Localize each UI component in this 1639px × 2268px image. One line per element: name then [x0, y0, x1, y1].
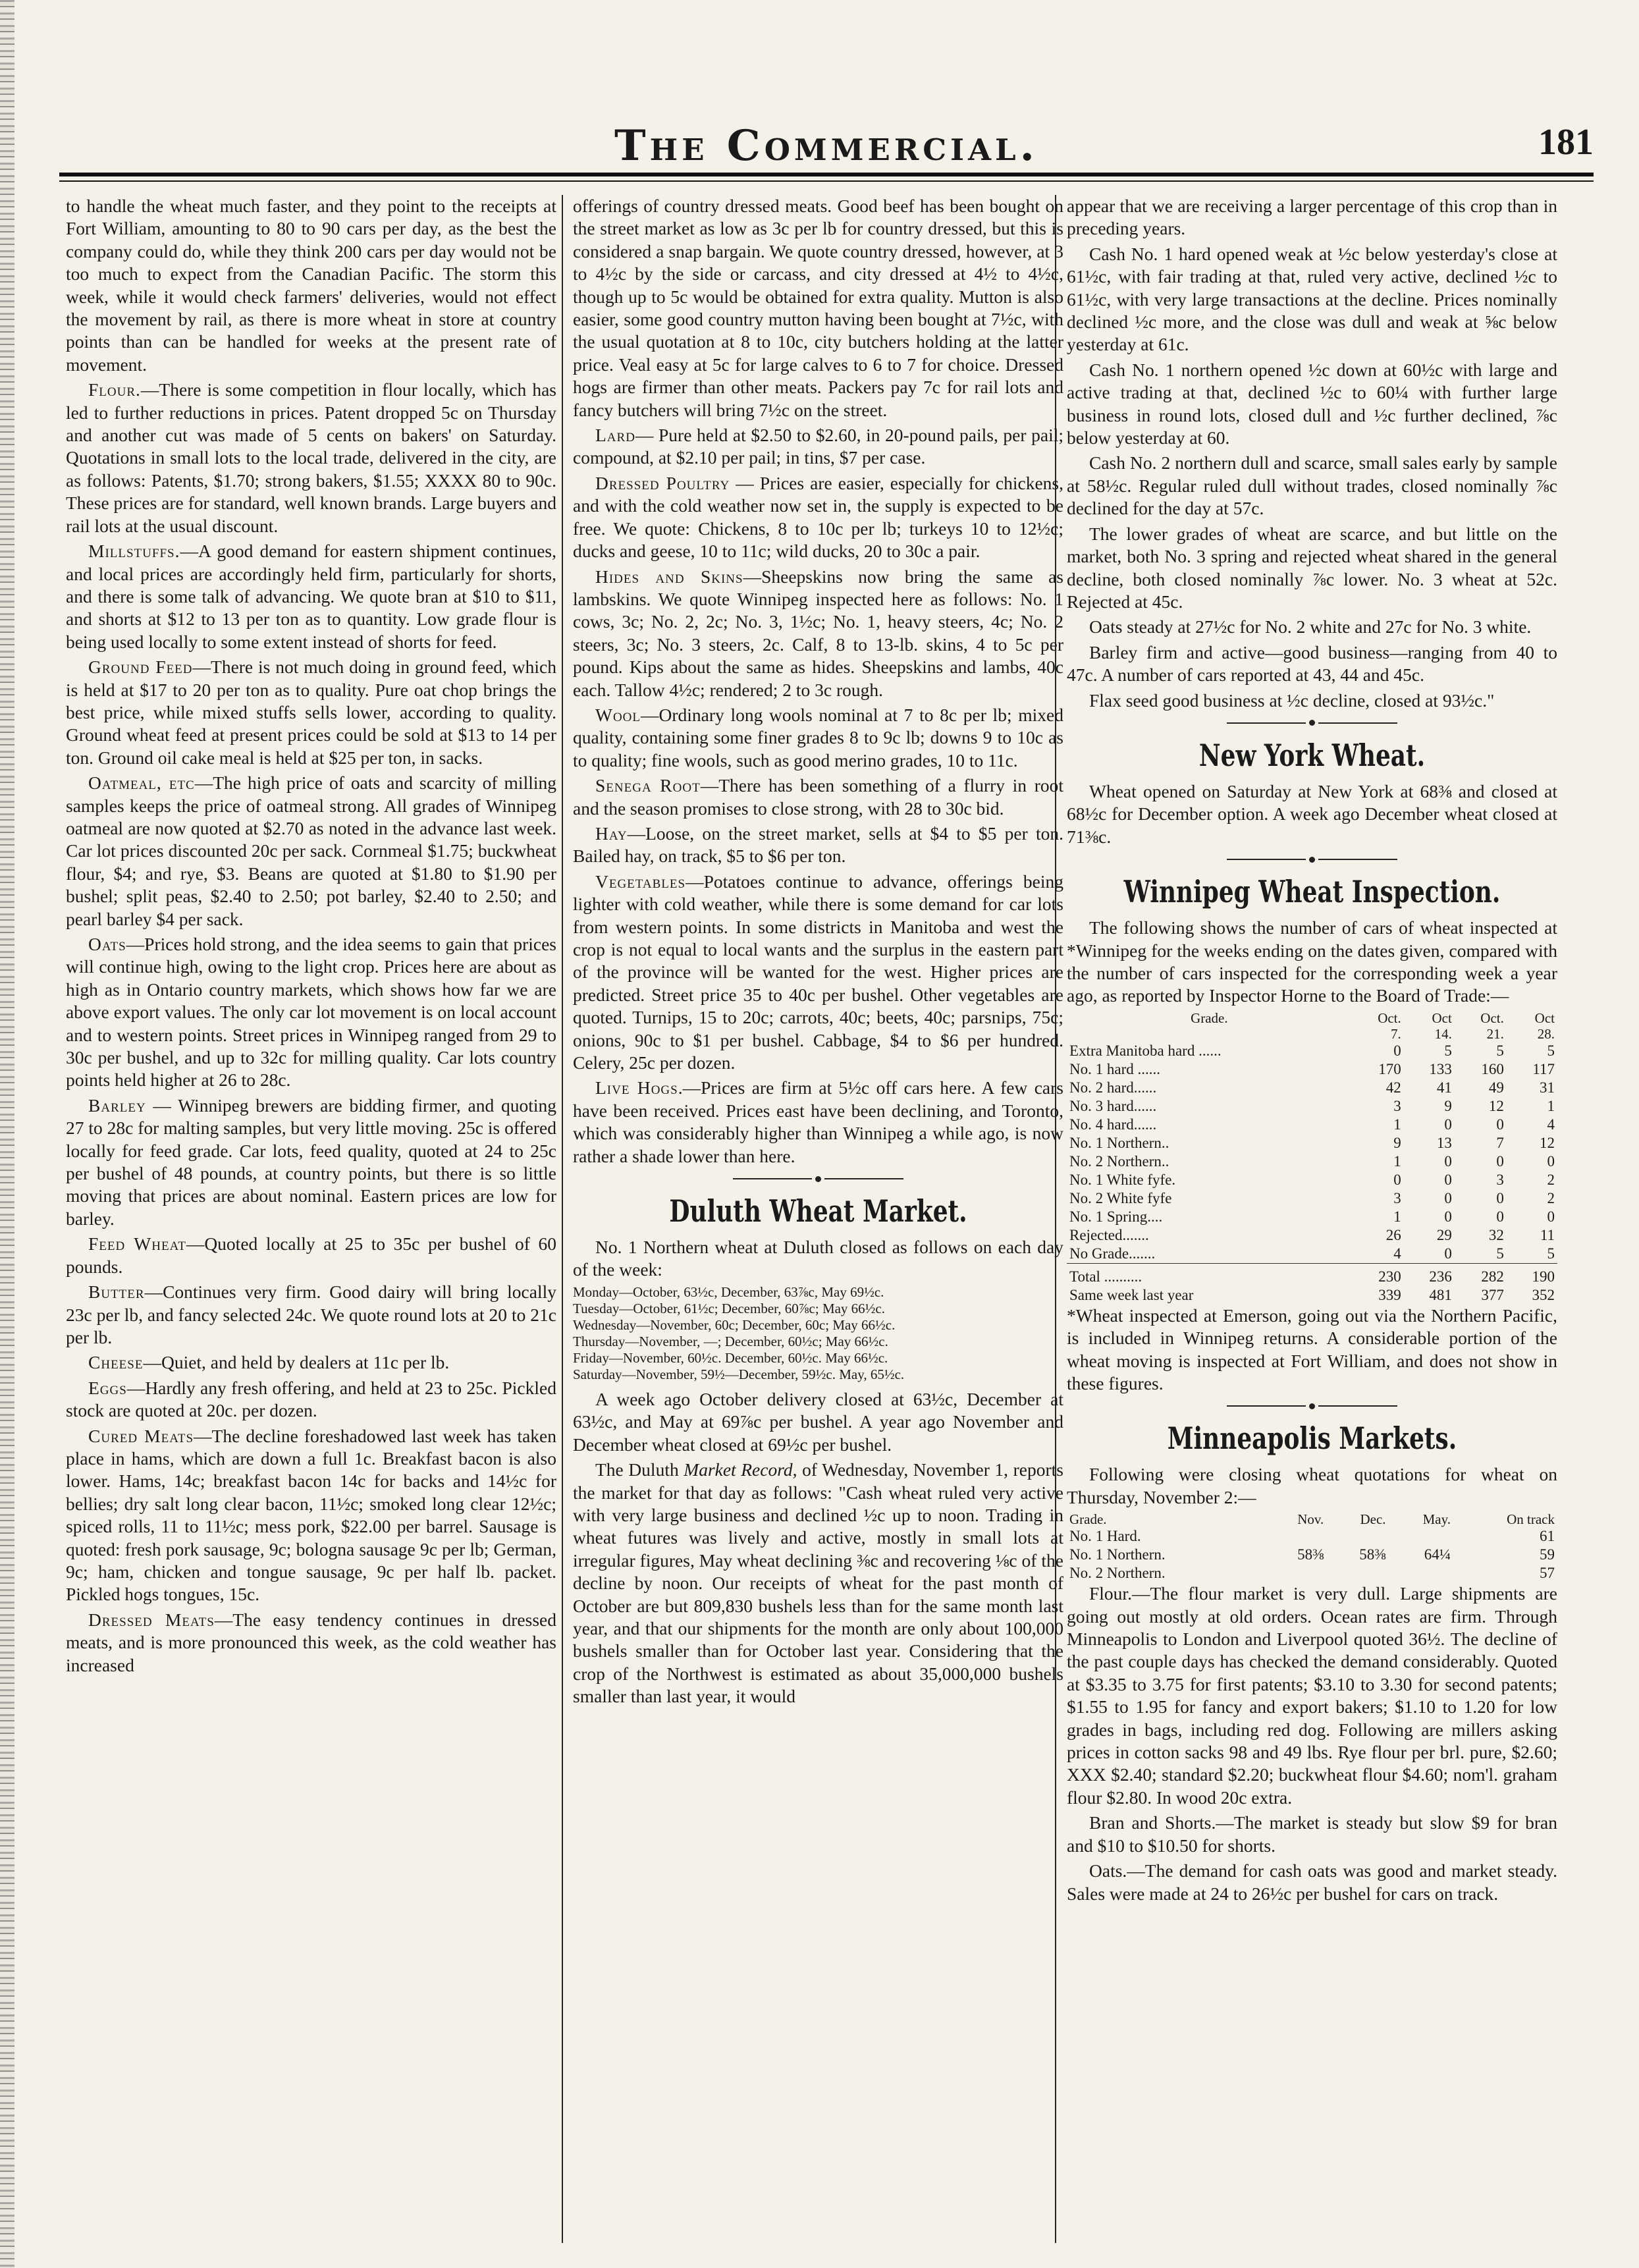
table-cell: No. 2 Northern..	[1069, 1152, 1169, 1170]
table-cell: 0	[1444, 1152, 1452, 1170]
table-cell: 58⅜	[1359, 1546, 1386, 1563]
market-paragraph	[573, 195, 1063, 421]
market-paragraph: Bran and Shorts.—The market is steady but slow $9 for bran and $10 to $10.50 for shorts.	[1067, 1812, 1557, 1856]
paragraph-text: Oats steady at 27½c for No. 2 white and 27c for No. 3 white.	[1089, 616, 1532, 637]
inspection-note: *Wheat inspected at Emerson, going out via the Northern Pacific, is included in Winnipeg returns. A considerable portion of the wheat moving is inspected at Fort William, and does not show in these figures.	[1067, 1305, 1557, 1393]
paragraph-text: —The high price of oats and scarcity of milling samples keeps the price of oatmeal strong. All grades of Winnipeg oatmeal are now quoted at $2.70 as noted in the advance last week. Car lot prices discounted 20c per sack. Cornmeal $1.75; buckwheat flour, $4; and rye, $3. Beans are quoted at $1.80 to $1.90 per bushel; split peas, $2.40 to 2.50; pot barley, $2.40 to 2.50; and pearl barley $4 per sack.	[66, 772, 556, 929]
column-header: Oct.	[1480, 1010, 1504, 1026]
run-in-heading: Wool	[595, 704, 641, 725]
run-in-heading: Ground Feed	[88, 657, 193, 678]
table-cell: 2	[1547, 1171, 1555, 1188]
header-rule-thin	[59, 180, 1594, 182]
paragraph-text: The lower grades of wheat are scarce, and but little on the market, both No. 3 spring and rejected wheat shared in the general decline, both closed nominally ⅞c lower. No. 3 wheat at 52c. Rejected at 45c.	[1067, 523, 1557, 612]
daily-closing: Tuesday—October, 61½c; December, 60⅞c; May 66½c.	[573, 1300, 886, 1316]
market-paragraph	[66, 1609, 556, 1677]
paragraph-text: Cash No. 2 northern dull and scarce, small sales early by sample at 58½c. Regular ruled dull without trades, closed nominally ⅞c declined for the day at 57c.	[1067, 452, 1557, 519]
table-cell: 0	[1496, 1208, 1504, 1225]
column-header: May.	[1422, 1511, 1451, 1528]
table-cell: 0	[1547, 1152, 1555, 1170]
market-paragraph	[1067, 452, 1557, 520]
table-row	[1067, 1527, 1557, 1546]
inspection-intro: The following shows the number of cars of wheat inspected at *Winnipeg for the weeks ending on the dates given, compared with the number of cars inspected for the corresponding week a year ago, as reported by Inspector Horne to the Board of Trade:—	[1067, 917, 1557, 1006]
inspection-totals	[1067, 1263, 1557, 1305]
section-separator	[1067, 718, 1557, 728]
paragraph-text: .—Prices are firm at 5½c off cars here. A few cars have been received. Prices east have been declining, and Toronto, which was considerably higher than Winnipeg a while ago, is now rather a shade lower than here.	[573, 1077, 1063, 1166]
table-cell	[1389, 1564, 1453, 1582]
run-in-heading: Dressed Poultry	[595, 472, 730, 493]
text-run: of Wednesday, November 1, reports the market for that day as follows: "Cash wheat ruled very active with very large business and declined ½c up to noon. Trading in wheat futures was lively and active, mostly in small lots at irregular figures, May wheat declining ⅜c and recovering ⅛c of the decline by noon. Our receipts of wheat for the past month of October are but 809,830 bushels less than for the same month last year, and that our shipments for the month are only about 100,000 bushels smaller than for October last year. Considering that the crop of the Northwest is estimated as about 35,000,000 bushels smaller than last year, it would	[573, 1459, 1063, 1707]
table-cell: 7	[1496, 1134, 1504, 1151]
paragraph-text: —Potatoes continue to advance, offerings being lighter with cold weather, while there is some demand for car lots from western points. In some districts in Manitoba and west the crop is not equal to local wants and the surplus in the eastern part of the province will be wanted for the west. Higher prices are predicted. Street price 35 to 40c per bushel. Other vegetables are quoted. Turnips, 15 to 20c; carrots, 40c; beets, 40c; parsnips, 75c; onions, 90c to $1 per bushel. Cabbage, $4 to $6 per hundred. Celery, 25c per dozen.	[573, 871, 1063, 1073]
column-1	[66, 195, 556, 2250]
table-cell: 57	[1540, 1565, 1555, 1582]
market-paragraph	[573, 424, 1063, 470]
table-cell: 0	[1496, 1152, 1504, 1170]
table-cell: 59	[1540, 1546, 1555, 1563]
paragraph-text: —Hardly any fresh offering, and held at 23 to 25c. Pickled stock are quoted at 20c. per dozen.	[66, 1377, 556, 1421]
column-header: 28.	[1537, 1025, 1555, 1042]
table-cell: 29	[1436, 1226, 1452, 1243]
paragraph-text: Cash No. 1 hard opened weak at ½c below yesterday's close at 61½c, with fair trading at that, ruled very active, declined ½c to 61½c, with very large transactions at the decline. Prices nominally declined ½c more, and the close was dull and weak at ⅝c below yesterday at 61c.	[1067, 243, 1557, 355]
table-cell: 352	[1532, 1286, 1555, 1303]
table-cell: 190	[1507, 1263, 1557, 1286]
table-cell	[1389, 1527, 1453, 1546]
market-paragraph	[66, 1281, 556, 1349]
run-in-heading: Barley	[88, 1094, 146, 1116]
paragraph-text: —Quiet, and held by dealers at 11c per lb.	[143, 1352, 450, 1373]
section-separator	[1067, 855, 1557, 864]
table-cell: 4	[1393, 1245, 1401, 1262]
header-rule	[59, 173, 1594, 176]
table-cell: 1	[1547, 1097, 1555, 1114]
table-cell: 42	[1385, 1079, 1401, 1096]
table-cell: No. 1 Hard.	[1069, 1528, 1141, 1545]
run-in-heading: Butter	[88, 1282, 145, 1303]
table-row	[1067, 1134, 1557, 1152]
table-cell: 282	[1455, 1263, 1507, 1286]
section-separator	[573, 1174, 1063, 1183]
paragraph-text: Flax seed good business at ½c decline, closed at 93½c."	[1089, 689, 1495, 711]
column-2	[573, 195, 1063, 2250]
table-cell: 3	[1393, 1189, 1401, 1206]
table-cell: 12	[1540, 1134, 1555, 1151]
table-cell: 61	[1540, 1528, 1555, 1545]
market-paragraph	[573, 566, 1063, 701]
duluth-paragraph: A week ago October delivery closed at 63½c, December at 63½c, and May at 69⅞c per bushel. A year ago November and December wheat closed at 69½c per bushel.	[573, 1388, 1063, 1455]
table-cell: 117	[1532, 1060, 1555, 1077]
table-cell: 133	[1429, 1060, 1452, 1077]
paragraph-text: —There is some competition in flour locally, which has led to further reductions in prices. Patent dropped 5c on Thursday and another cut was made of 5 cents on bakers' on Saturday. Quotations in small lots to the local trade, delivered in the city, are as follows: Patents, $1.70; strong bakers, $1.55; XXXX 80 to 90c. These prices are for standard, well known brands. Large buyers and rail lots at the usual discount.	[66, 379, 556, 536]
daily-closing: Wednesday—November, 60c; December, 60c; May 66½c.	[573, 1316, 896, 1333]
table-cell: 0	[1393, 1042, 1401, 1059]
table-cell: No Grade.......	[1069, 1245, 1156, 1262]
table-cell: 230	[1352, 1263, 1404, 1286]
table-row	[1067, 1079, 1557, 1097]
table-cell: 481	[1429, 1286, 1452, 1303]
daily-closing: Saturday—November, 59½—December, 59½c. May, 65½c.	[573, 1366, 905, 1382]
paragraph-text: —Sheepskins now bring the same as lambskins. We quote Winnipeg inspected here as follows: No. 1 cows, 3c; No. 2, 2c; No. 3, 1½c; No. 1, heavy steers, 4c; No. 2 steers, 3c; No. 3 steers, 2c. Calf, 8 to 13-lb. skins, 4 to 5c per pound. Kips about the same as hides. Sheepskins and lambs, 40c each. Tallow 4½c; rendered; 2 to 3c rough.	[573, 566, 1063, 700]
column-header: Nov.	[1297, 1511, 1324, 1528]
table-cell: 0	[1496, 1116, 1504, 1133]
paragraph-text: —Prices hold strong, and the idea seems to gain that prices will continue high, owing to the light crop. Prices here are about as high as in Ontario country markets, which shows how far we are above export values. The only car lot movement is on local account and to western points. Street prices in Winnipeg ranged from 29 to 30c per bushel, and up to 32c for milling quality. Car lots country points held higher at 26 to 28c.	[66, 934, 556, 1091]
table-cell: 9	[1444, 1097, 1452, 1114]
publication-name: Market Record,	[684, 1459, 797, 1480]
inspection-table	[1067, 1010, 1557, 1305]
table-row	[1067, 1060, 1557, 1079]
table-cell: 4	[1547, 1116, 1555, 1133]
table-row	[1067, 1208, 1557, 1226]
paragraph-text: appear that we are receiving a larger percentage of this crop than in preceding years.	[1067, 196, 1557, 239]
table-cell: 170	[1378, 1060, 1401, 1077]
table-cell: 12	[1488, 1097, 1504, 1114]
column-header: 7.	[1391, 1025, 1401, 1042]
duluth-market-record-paragraph	[573, 1459, 1063, 1708]
table-cell: 339	[1378, 1286, 1401, 1303]
table-header-row	[1067, 1010, 1557, 1026]
table-cell: 0	[1444, 1189, 1452, 1206]
table-cell: 11	[1540, 1226, 1555, 1243]
table-cell: 13	[1436, 1134, 1452, 1151]
run-in-heading: Flour.	[88, 379, 141, 400]
table-cell: 0	[1496, 1189, 1504, 1206]
table-cell: 32	[1488, 1226, 1504, 1243]
scanned-page-edge	[0, 0, 14, 2268]
market-paragraph	[1067, 689, 1557, 712]
market-paragraph	[1067, 641, 1557, 687]
table-row	[1067, 1042, 1557, 1060]
run-in-heading: Lard	[595, 425, 635, 446]
run-in-heading: Hides and Skins	[595, 566, 743, 587]
table-cell: 3	[1393, 1097, 1401, 1114]
column-header: 21.	[1486, 1025, 1504, 1042]
table-cell: 58⅜	[1297, 1546, 1324, 1563]
column-header: Oct.	[1378, 1010, 1401, 1026]
run-in-heading: Senega Root	[595, 775, 701, 796]
table-cell: 0	[1444, 1171, 1452, 1188]
paragraph-text: —Ordinary long wools nominal at 7 to 8c per lb; mixed quality, containing some finer grades 8 to 9c lb; downs 9 to 10c as to quality; fine wools, such as good merino grades, 10 to 11c.	[573, 704, 1063, 770]
duluth-heading: Duluth Wheat Market.	[669, 1193, 967, 1229]
market-paragraph	[66, 1377, 556, 1422]
table-cell: 5	[1496, 1245, 1504, 1262]
table-cell: No. 2 Northern.	[1069, 1565, 1166, 1582]
table-cell: 3	[1496, 1171, 1504, 1188]
market-paragraph	[1067, 616, 1557, 638]
inspection-heading: Winnipeg Wheat Inspection.	[1123, 874, 1501, 910]
table-row	[1067, 1171, 1557, 1189]
minneapolis-table	[1067, 1511, 1557, 1582]
market-paragraph	[66, 772, 556, 931]
run-in-heading: Dressed Meats	[88, 1609, 215, 1630]
table-cell	[1264, 1564, 1326, 1582]
table-cell: Same week last year	[1069, 1286, 1194, 1303]
daily-closing: Friday—November, 60½c. December, 60½c. May 66½c.	[573, 1349, 888, 1366]
table-cell: 49	[1488, 1079, 1504, 1096]
duluth-report-continued	[1067, 195, 1557, 712]
minneapolis-intro: Following were closing wheat quotations for wheat on Thursday, November 2:—	[1067, 1464, 1557, 1507]
table-header-row	[1067, 1026, 1557, 1042]
market-paragraph	[66, 1351, 556, 1374]
market-paragraph	[66, 933, 556, 1092]
paragraph-text: —Quoted locally at 25 to 35c per bushel of 60 pounds.	[66, 1233, 556, 1277]
table-cell: 41	[1436, 1079, 1452, 1096]
table-cell: 5	[1444, 1042, 1452, 1059]
table-cell: 31	[1540, 1079, 1555, 1096]
paragraph-text: — Winnipeg brewers are bidding firmer, and quoting 27 to 28c for malting samples, but very little moving. 25c is offered locally for feed grade. Car lots, feed quality, quoted at 24 to 25c per bushel of 48 pounds, at country points, but there is so little moving that prices are about nominal. Eastern prices are low for barley.	[66, 1094, 556, 1229]
table-cell: 0	[1393, 1171, 1401, 1188]
paragraph-text: Barley firm and active—good business—ranging from 40 to 47c. A number of cars reported at 43, 44 and 45c.	[1067, 641, 1557, 686]
table-cell: No. 1 Spring....	[1069, 1208, 1163, 1225]
table-cell: No. 1 White fyfe.	[1069, 1171, 1176, 1188]
column-header: Oct	[1432, 1010, 1452, 1026]
table-row	[1067, 1564, 1557, 1582]
paragraph-text: offerings of country dressed meats. Good beef has been bought on the street market as low as 3c per lb for country dressed, but this is considered a snap bargain. We quote country dressed, however, at 3 to 4½c by the side or carcass, and city dressed at 4½ to 4½c, though up to 5c would be obtained for extra quality. Mutton is also easier, some good country mutton having been bought at 7½c, with the usual quotation at 8 to 10c, city butchers holding at the latter price. Veal easy at 5c for large calves to 6 to 7 for choice. Dressed hogs are firmer than other meats. Packers pay 7c for rail lots and fancy butchers will bring 7½c on the street.	[573, 196, 1063, 420]
market-paragraph	[66, 1425, 556, 1606]
paragraph-text: Cash No. 1 northern opened ½c down at 60½c with large and active trading at that, declined ½c to 60¼ with further large business in round lots, closed dull and ½c further declined, ⅞c below yesterday at 60.	[1067, 359, 1557, 448]
table-cell: 0	[1547, 1208, 1555, 1225]
table-row	[1067, 1546, 1557, 1564]
table-cell: 377	[1481, 1286, 1504, 1303]
table-row	[1067, 1097, 1557, 1116]
market-paragraph	[573, 871, 1063, 1075]
market-paragraph: Oats.—The demand for cash oats was good and market steady. Sales were made at 24 to 26½c per bushel for cars on track.	[1067, 1860, 1557, 1904]
market-paragraph	[573, 1077, 1063, 1168]
market-reports-continued	[573, 195, 1063, 1168]
table-header-row	[1067, 1511, 1557, 1527]
column-header: Oct	[1534, 1010, 1555, 1026]
inspection-table-body	[1067, 1042, 1557, 1264]
minneapolis-heading: Minneapolis Markets.	[1167, 1420, 1457, 1457]
table-cell: 0	[1444, 1116, 1452, 1133]
duluth-intro: No. 1 Northern wheat at Duluth closed as follows on each day of the week:	[573, 1237, 1063, 1280]
run-in-heading: Oatmeal, etc	[88, 772, 195, 794]
market-paragraph	[66, 195, 556, 376]
new-york-heading: New York Wheat.	[1198, 737, 1426, 773]
table-cell: No. 2 White fyfe	[1069, 1189, 1172, 1206]
table-cell	[1326, 1527, 1388, 1546]
table-row	[1067, 1245, 1557, 1264]
table-cell: No. 1 hard ......	[1069, 1060, 1160, 1077]
table-cell: 1	[1393, 1116, 1401, 1133]
table-cell: 1	[1393, 1152, 1401, 1170]
run-in-heading: Cheese	[88, 1352, 144, 1373]
paragraph-text: —Loose, on the street market, sells at $4 to $5 per ton. Bailed hay, on track, $5 to $6 per ton.	[573, 823, 1063, 867]
table-cell: Rejected.......	[1069, 1226, 1149, 1243]
paragraph-text: —The decline foreshadowed last week has taken place in hams, which are down a full 1c. Breakfast bacon is also lower. Hams, 14c; breakfast bacon 14c for backs and 14½c for bellies; dry salt long clear bacon, 11½c; smoked long clear 12½c; spiced rolls, 11 to 11½c; mess pork, $22.00 per barrel. Sausage is quoted: fresh pork sausage, 9c; bologna sausage 9c per lb; German, 9c; ham, chicken and tongue sausage, 9c per half lb. packet. Pickled hogs tongues, 15c.	[66, 1425, 556, 1605]
text-run: The Duluth	[595, 1459, 684, 1480]
daily-closing: Monday—October, 63½c, December, 63⅞c, May 69½c.	[573, 1283, 884, 1300]
market-paragraph	[66, 1094, 556, 1230]
section-separator	[1067, 1401, 1557, 1411]
column-header: Grade.	[1191, 1010, 1228, 1026]
minneapolis-paragraphs	[1067, 1582, 1557, 1905]
column-header: On track	[1507, 1511, 1555, 1528]
market-paragraph	[66, 656, 556, 769]
market-paragraph	[1067, 359, 1557, 450]
market-paragraph	[1067, 195, 1557, 240]
table-cell: 1	[1393, 1208, 1401, 1225]
table-row	[1067, 1116, 1557, 1134]
paragraph-text: — Prices are easier, especially for chickens, and with the cold weather now set in, the supply is expected to be free. We quote: Chickens, 8 to 10c per lb; turkeys 10 to 12½c; ducks and geese, 10 to 11c; wild ducks, 20 to 30c a pair.	[573, 472, 1063, 562]
run-in-heading: Eggs	[88, 1377, 127, 1398]
table-cell: Total ..........	[1067, 1263, 1352, 1286]
market-paragraph	[1067, 243, 1557, 356]
paragraph-text: —The easy tendency continues in dressed meats, and is more pronounced this week, as the cold weather has increased	[66, 1609, 556, 1675]
market-paragraph	[66, 379, 556, 537]
minneapolis-table-body	[1067, 1527, 1557, 1582]
new-york-paragraph: Wheat opened on Saturday at New York at 68⅜ and closed at 68½c for December option. A week ago December wheat closed at 71⅜c.	[1067, 780, 1557, 847]
duluth-daily-closings	[573, 1284, 1063, 1383]
table-cell: No. 1 Northern..	[1069, 1134, 1169, 1151]
paragraph-text: —There has been something of a flurry in root and the season promises to close strong, with 28 to 30c bid.	[573, 775, 1063, 819]
table-cell: 5	[1547, 1042, 1555, 1059]
table-cell: No. 3 hard......	[1069, 1097, 1157, 1114]
table-cell	[1264, 1527, 1326, 1546]
paragraph-text: —Continues very firm. Good dairy will bring locally 23c per lb, and fancy selected 24c. We quote round lots at 20 to 21c per lb.	[66, 1282, 556, 1347]
publication-title: The Commercial.	[614, 121, 1038, 171]
paragraph-text: — Pure held at $2.50 to $2.60, in 20-pound pails, per pail; compound, at $2.10 per pail; in tins, $7 per case.	[573, 425, 1063, 468]
table-row-total	[1067, 1263, 1557, 1286]
table-row	[1067, 1226, 1557, 1245]
market-paragraph: Flour.—The flour market is very dull. Large shipments are going out mostly at old orders. Ocean rates are firm. Through Minneapolis to London and Liverpool quoted 36½. The decline of the past couple days has checked the demand considerably. Quoted at $3.35 to 3.75 for first patents; $3.10 to 3.30 for second patents; $1.55 to 1.95 for fancy and export bakers; $1.10 to 1.20 for low grades in bags, including red dog. Following are millers asking prices in cotton sacks 98 and 49 lbs. Rye flour per brl. pure, $2.60; XXX $2.40; standard $2.20; buckwheat flour $4.60; nom'l. graham flour $2.80. In wood 20c extra.	[1067, 1583, 1557, 1808]
paragraph-text: —A good demand for eastern shipment continues, and local prices are accordingly held firm, particularly for shorts, and there is some talk of advancing. We quote bran at $10 to $11, and shorts at $12 to 13 per ton as to quantity. Low grade flour is being used locally to some extent instead of shorts for feed.	[66, 541, 556, 652]
table-row	[1067, 1152, 1557, 1171]
table-cell: 0	[1444, 1208, 1452, 1225]
table-cell: 64¼	[1424, 1546, 1451, 1563]
column-header-blank	[1067, 1026, 1352, 1042]
table-cell: 26	[1385, 1226, 1401, 1243]
table-cell: Extra Manitoba hard ......	[1069, 1042, 1222, 1059]
table-cell: No. 1 Northern.	[1069, 1546, 1166, 1563]
table-cell: 9	[1393, 1134, 1401, 1151]
column-header: 14.	[1434, 1025, 1452, 1042]
run-in-heading: Hay	[595, 823, 628, 844]
paragraph-text: to handle the wheat much faster, and they point to the receipts at Fort William, amounting to 80 to 90 cars per day, as the best the company could do, while they think 200 cars per day would not be too much to expect from the Canadian Pacific. The storm this week, while it would check farmers' deliveries, would not effect the movement by rail, as there is more wheat in store at country points than can be handled for weeks at the present rate of movement.	[66, 196, 556, 375]
market-paragraph	[573, 472, 1063, 563]
paragraph-text: —There is not much doing in ground feed, which is held at $17 to 20 per ton as to quality. Pure oat chop brings the best price, while mixed stuffs sells lower, according to quality. Ground wheat feed at present prices could be sold at $13 to 14 per ton. Ground oil cake meal is held at $25 per ton, in sacks.	[66, 657, 556, 768]
market-paragraph	[1067, 523, 1557, 614]
run-in-heading: Live Hogs	[595, 1077, 678, 1098]
market-paragraph	[66, 540, 556, 653]
table-cell: 2	[1547, 1189, 1555, 1206]
table-row-last-year	[1067, 1286, 1557, 1305]
run-in-heading: Feed Wheat	[88, 1233, 186, 1255]
table-cell: No. 2 hard......	[1069, 1079, 1157, 1096]
run-in-heading: Vegetables	[595, 871, 686, 892]
page-number: 181	[1538, 122, 1594, 163]
market-paragraph	[573, 704, 1063, 772]
run-in-heading: Oats	[88, 934, 126, 954]
table-cell: 160	[1481, 1060, 1504, 1077]
column-header: Dec.	[1360, 1511, 1386, 1528]
market-paragraph	[573, 774, 1063, 820]
table-cell: 0	[1444, 1245, 1452, 1262]
market-paragraph	[573, 823, 1063, 868]
column-header: Grade.	[1069, 1511, 1107, 1528]
column-divider	[562, 195, 563, 2243]
column-3	[1067, 195, 1557, 2250]
table-cell: 5	[1496, 1042, 1504, 1059]
market-paragraph	[66, 1233, 556, 1278]
table-cell	[1326, 1564, 1388, 1582]
run-in-heading: Cured Meats	[88, 1425, 194, 1446]
table-cell: 236	[1404, 1263, 1455, 1286]
run-in-heading: Millstuffs.	[88, 541, 180, 562]
table-row	[1067, 1189, 1557, 1208]
table-cell: 5	[1547, 1245, 1555, 1262]
daily-closing: Thursday—November, —; December, 60½c; May 66½c.	[573, 1333, 888, 1349]
table-cell: No. 4 hard......	[1069, 1116, 1157, 1133]
